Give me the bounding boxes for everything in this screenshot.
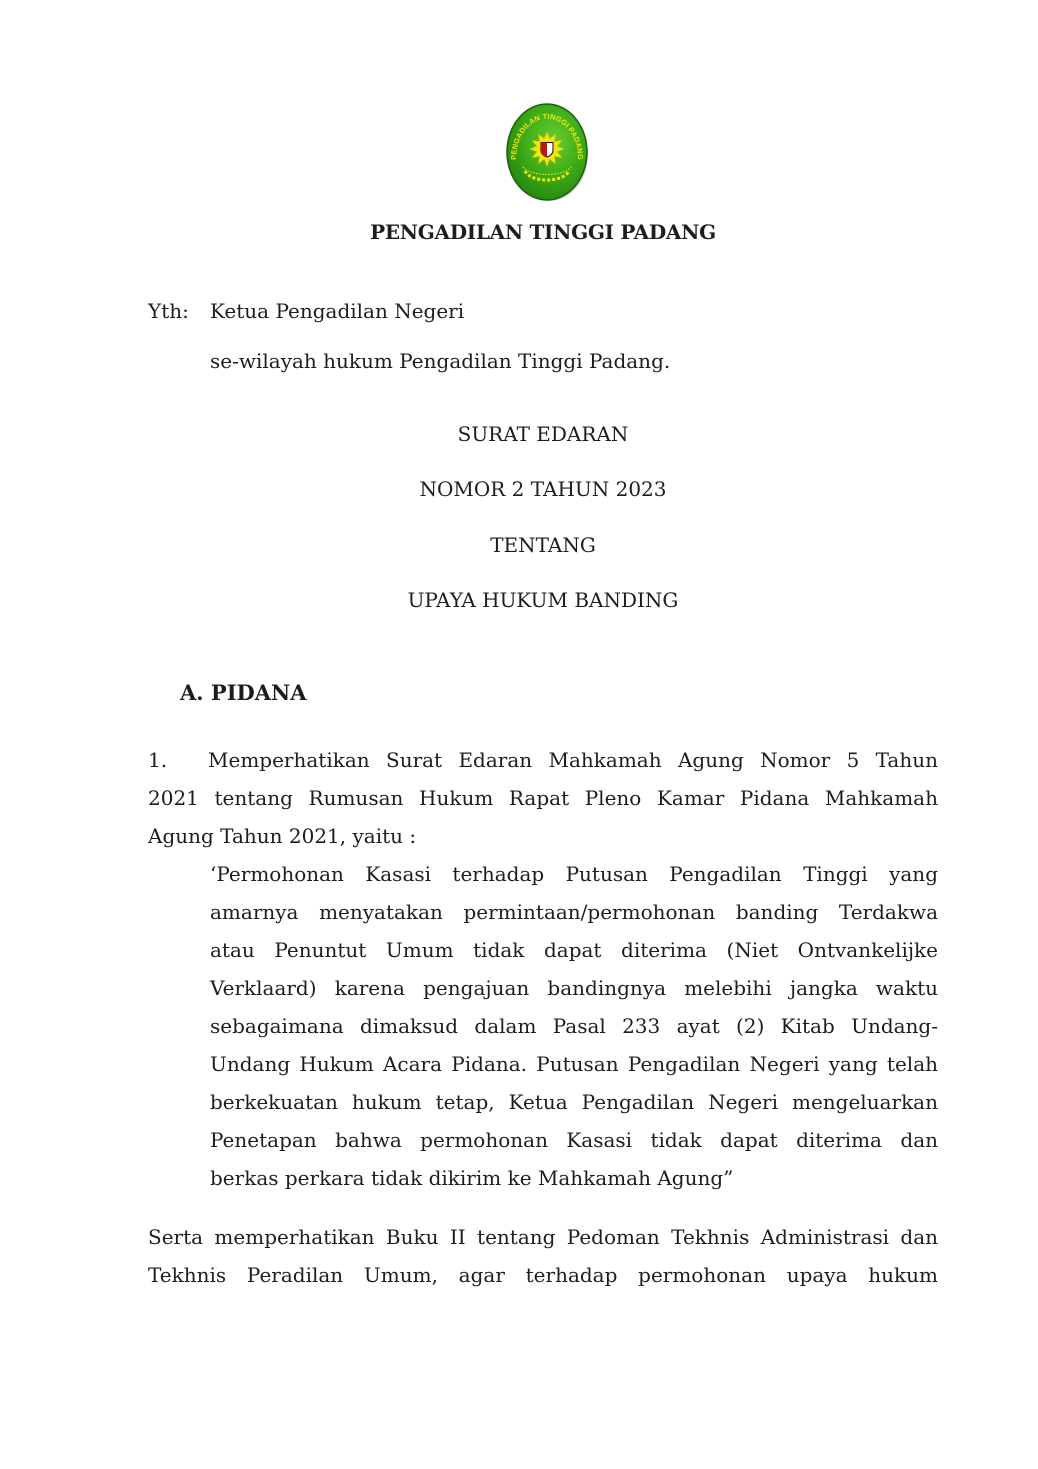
letterhead-title: PENGADILAN TINGGI PADANG [370,220,716,244]
quotation-block [210,855,938,1197]
recipient-name: Ketua Pengadilan Negeri [210,299,465,323]
quotation-block-line-9: berkas perkara tidak dikirim ke Mahkamah Agung” [210,1166,734,1190]
recipient-line-1 [148,286,938,336]
recipient-block [148,286,938,386]
subject-heading-line-1: SURAT EDARAN [457,422,629,446]
section-a-heading: A. PIDANA [180,680,307,705]
paragraph1-rest-line-2: Agung Tahun 2021, yaitu : [148,824,417,848]
court-seal-icon [506,103,588,201]
paragraph1-number: 1. [148,748,168,772]
quotation-block-line-3: atau Penuntut Umum tidak dapat diterima (Niet Ontvankelijke [210,938,938,962]
subject-heading [148,407,938,628]
paragraph2-line-1: Serta memperhatikan Buku II tentang Pedoman Tekhnis Administrasi dan [148,1225,938,1249]
subject-heading-line-3: TENTANG [490,532,596,557]
recipient-line-2: se-wilayah hukum Pengadilan Tinggi Padang. [210,349,671,373]
quotation-block-line-1: ‘Permohonan Kasasi terhadap Putusan Pengadilan Tinggi yang [210,862,938,886]
body-text [148,741,938,1197]
subject-heading-line-4: UPAYA HUKUM BANDING [407,587,679,612]
paragraph1-rest-line-1: 2021 tentang Rumusan Hukum Rapat Pleno Kamar Pidana Mahkamah [148,786,938,810]
quotation-block-line-4: Verklaard) karena pengajuan bandingnya melebihi jangka waktu [210,976,938,1000]
paragraph1-first-line: Memperhatikan Surat Edaran Mahkamah Agung Nomor 5 Tahun [208,748,938,772]
court-seal-logo [506,103,588,201]
quotation-block-line-7: berkekuatan hukum tetap, Ketua Pengadilan Negeri mengeluarkan [210,1090,938,1114]
paragraph2-line-2: Tekhnis Peradilan Umum, agar terhadap permohonan upaya hukum [148,1263,938,1287]
recipient-label: Yth: [148,299,189,323]
seal-ring-text: PENGADILAN TINGGI PADANG [508,111,586,161]
subject-heading-line-2: NOMOR 2 TAHUN 2023 [419,477,667,502]
paragraph1-line-1 [148,741,938,779]
paragraph2 [148,1218,938,1294]
quotation-block-line-5: sebagaimana dimaksud dalam Pasal 233 ayat (2) Kitab Undang- [210,1014,938,1038]
quotation-block-line-6: Undang Hukum Acara Pidana. Putusan Pengadilan Negeri yang telah [210,1052,938,1076]
quotation-block-line-8: Penetapan bahwa permohonan Kasasi tidak dapat diterima dan [210,1128,938,1152]
paragraph1-rest [148,779,938,855]
quotation-block-line-2: amarnya menyatakan permintaan/permohonan banding Terdakwa [210,900,938,924]
